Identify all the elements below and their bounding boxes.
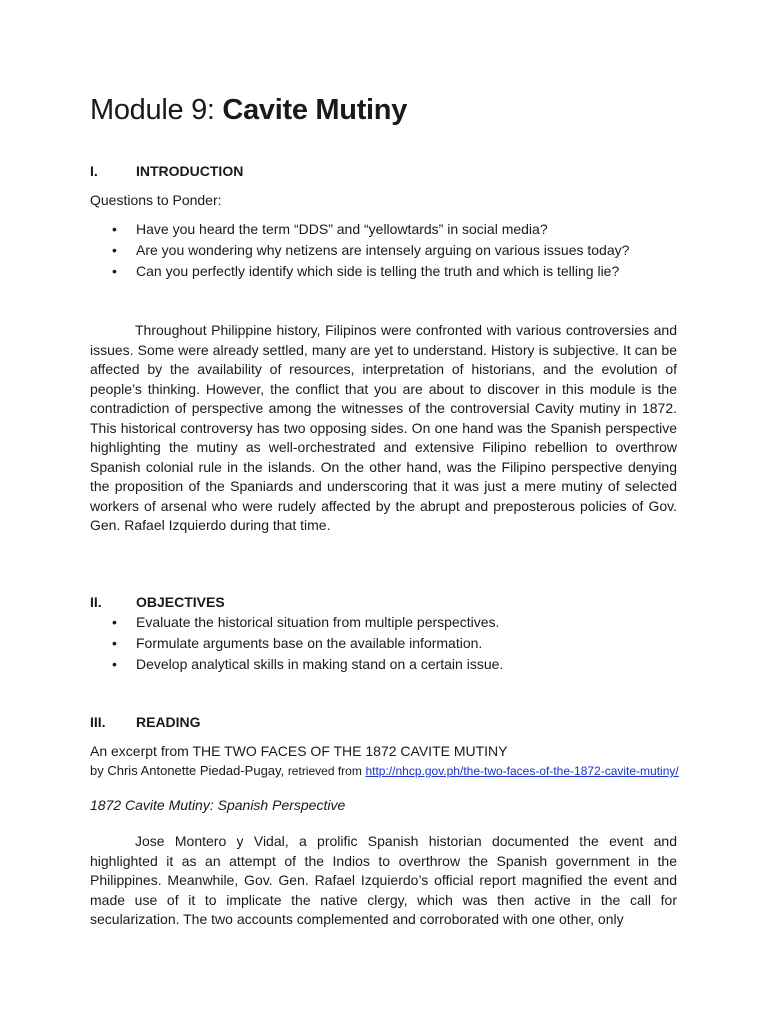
objectives-list: [90, 612, 690, 675]
byline-retrieved: retrieved from: [287, 764, 362, 778]
excerpt-line: An excerpt from THE TWO FACES OF THE 1872 CAVITE MUTINY: [90, 743, 508, 759]
byline-by: by: [90, 763, 104, 778]
list-item: • Formulate arguments base on the available information.: [90, 633, 690, 654]
questions-label: Questions to Ponder:: [90, 192, 222, 208]
list-item: • Evaluate the historical situation from multiple perspectives.: [90, 612, 690, 633]
list-item: • Develop analytical skills in making stand on a certain issue.: [90, 654, 690, 675]
page-title: [90, 92, 407, 128]
reading-paragraph-text: Jose Montero y Vidal, a prolific Spanish historian documented the event and highlighted it as an attempt of the Indios to overthrow the Spanish government in the Philippines. Meanwhile, Gov. Gen. Rafael Izquierdo’s official report magnified the event and made use of it to implicate the native clergy, which was then active in the call for secularization. The two accounts complemented and corroborated with one other, only: [90, 833, 677, 927]
section-heading-reading: [90, 713, 201, 731]
reading-subheading: 1872 Cavite Mutiny: Spanish Perspective: [90, 797, 346, 813]
section-number: II.: [90, 594, 102, 610]
section-heading-introduction: [90, 162, 243, 180]
section-title: OBJECTIVES: [136, 594, 225, 610]
title-prefix: Module 9:: [90, 94, 223, 126]
questions-list: [90, 219, 690, 282]
section-number: I.: [90, 163, 98, 179]
source-link[interactable]: http://nhcp.gov.ph/the-two-faces-of-the-1872-cavite-mutiny/: [365, 764, 679, 778]
byline-author: Chris Antonette Piedad-Pugay,: [107, 763, 285, 778]
list-item: • Can you perfectly identify which side is telling the truth and which is telling lie?: [90, 261, 690, 282]
list-item: • Are you wondering why netizens are intensely arguing on various issues today?: [90, 240, 690, 261]
section-heading-objectives: [90, 593, 225, 611]
reading-paragraph: [90, 832, 677, 930]
section-number: III.: [90, 714, 106, 730]
section-title: INTRODUCTION: [136, 163, 244, 179]
intro-paragraph-text: Throughout Philippine history, Filipinos were confronted with various controversies and issues. Some were already settled, many are yet to understand. History is subjective. It can be affected by the availability of resources, interpretation of historians, and the evolution of people’s thinking. However, the conflict that you are about to discover in this module is the contradiction of perspective among the witnesses of the controversial Cavity mutiny in 1872. This historical controversy has two opposing sides. On one hand was the Spanish perspective highlighting the mutiny as well-orchestrated and extensive Filipino rebellion to overthrow Spanish colonial rule in the islands. On the other hand, was the Filipino perspective denying the proposition of the Spaniards and underscoring that it was just a mere mutiny of selected workers of arsenal who were rudely affected by the abrupt and preposterous policies of Gov. Gen. Rafael Izquierdo during that time.: [90, 322, 677, 533]
intro-paragraph: [90, 321, 677, 536]
list-item: • Have you heard the term “DDS” and “yellowtards” in social media?: [90, 219, 690, 240]
byline: [90, 763, 679, 779]
section-title: READING: [136, 714, 201, 730]
title-bold: Cavite Mutiny: [222, 94, 408, 126]
